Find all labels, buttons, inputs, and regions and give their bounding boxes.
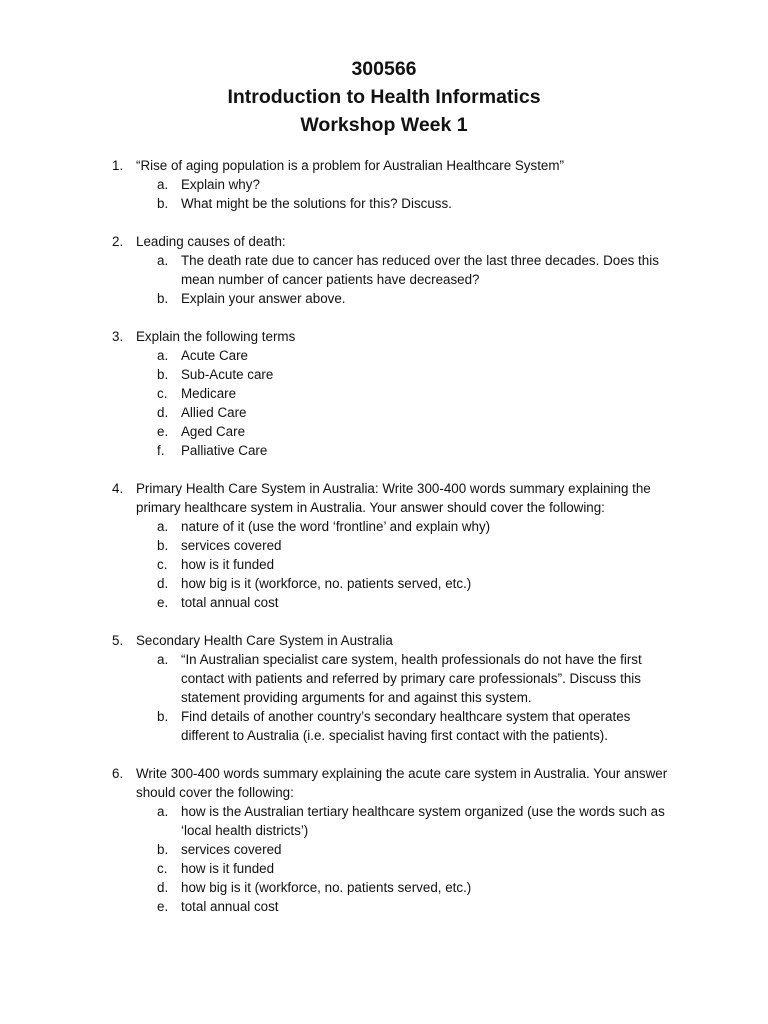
- sub-question-letter: e.: [157, 595, 169, 610]
- workshop-title: Workshop Week 1: [300, 114, 468, 136]
- sub-question-letter: b.: [157, 709, 169, 724]
- sub-question-text: The death rate due to cancer has reduced over the last three decades. Does this mean number of cancer patients have decreased?: [181, 253, 659, 287]
- question-text: Primary Health Care System in Australia: Write 300-400 words summary explaining the primary healthcare system in Australia. Your answer should cover the following:: [136, 481, 651, 515]
- sub-question-text: Find details of another country’s secondary healthcare system that operates different to Australia (i.e. specialist having first contact with the patients).: [181, 709, 631, 743]
- sub-question-letter: a.: [157, 177, 169, 192]
- sub-question-text: how is it funded: [181, 861, 275, 876]
- question-item: [0, 232, 768, 308]
- sub-question-list: [0, 517, 768, 612]
- question-list: [0, 156, 768, 935]
- sub-question-item: [0, 840, 768, 859]
- question-item: [0, 327, 768, 460]
- sub-question-item: [0, 346, 768, 365]
- sub-question-item: [0, 859, 768, 878]
- sub-question-text: total annual cost: [181, 899, 279, 914]
- sub-question-item: [0, 422, 768, 441]
- sub-question-item: [0, 802, 768, 840]
- sub-question-text: “In Australian specialist care system, health professionals do not have the first contact with patients and referred by primary care professionals”. Discuss this statement providing arguments for and against this system.: [181, 652, 642, 705]
- sub-question-text: What might be the solutions for this? Discuss.: [181, 196, 452, 211]
- sub-question-item: [0, 403, 768, 422]
- sub-question-letter: a.: [157, 348, 169, 363]
- sub-question-text: how big is it (workforce, no. patients served, etc.): [181, 576, 472, 591]
- sub-question-letter: a.: [157, 519, 169, 534]
- sub-question-letter: d.: [157, 405, 169, 420]
- sub-question-list: [0, 802, 768, 916]
- sub-question-item: [0, 707, 768, 745]
- sub-question-text: Allied Care: [181, 405, 247, 420]
- sub-question-text: Explain why?: [181, 177, 260, 192]
- sub-question-text: Acute Care: [181, 348, 248, 363]
- question-number: 4.: [112, 481, 124, 496]
- sub-question-item: [0, 593, 768, 612]
- sub-question-text: Palliative Care: [181, 443, 268, 458]
- question-number: 1.: [112, 158, 124, 173]
- document-header: [0, 55, 768, 139]
- sub-question-letter: c.: [157, 557, 168, 572]
- sub-question-text: total annual cost: [181, 595, 279, 610]
- question-text: Explain the following terms: [136, 329, 296, 344]
- sub-question-item: [0, 384, 768, 403]
- sub-question-letter: d.: [157, 880, 169, 895]
- sub-question-text: how big is it (workforce, no. patients served, etc.): [181, 880, 472, 895]
- sub-question-letter: e.: [157, 424, 169, 439]
- course-title: Introduction to Health Informatics: [227, 86, 541, 108]
- question-item: [0, 631, 768, 745]
- sub-question-text: Aged Care: [181, 424, 246, 439]
- sub-question-letter: a.: [157, 652, 169, 667]
- sub-question-letter: b.: [157, 196, 169, 211]
- sub-question-text: Explain your answer above.: [181, 291, 346, 306]
- sub-question-letter: c.: [157, 386, 168, 401]
- sub-question-item: [0, 897, 768, 916]
- sub-question-text: services covered: [181, 538, 282, 553]
- sub-question-item: [0, 194, 768, 213]
- sub-question-list: [0, 346, 768, 460]
- sub-question-text: how is it funded: [181, 557, 275, 572]
- sub-question-text: nature of it (use the word ‘frontline’ and explain why): [181, 519, 491, 534]
- question-item: [0, 764, 768, 916]
- sub-question-text: services covered: [181, 842, 282, 857]
- sub-question-item: [0, 175, 768, 194]
- question-text: Write 300-400 words summary explaining the acute care system in Australia. Your answer should cover the following:: [136, 766, 668, 800]
- question-item: [0, 156, 768, 213]
- sub-question-letter: e.: [157, 899, 169, 914]
- sub-question-item: [0, 574, 768, 593]
- sub-question-list: [0, 175, 768, 213]
- sub-question-item: [0, 878, 768, 897]
- sub-question-item: [0, 650, 768, 707]
- question-item: [0, 479, 768, 612]
- sub-question-item: [0, 365, 768, 384]
- question-text: “Rise of aging population is a problem for Australian Healthcare System”: [136, 158, 564, 173]
- question-text: Leading causes of death:: [136, 234, 286, 249]
- sub-question-item: [0, 536, 768, 555]
- course-code: 300566: [351, 58, 417, 80]
- question-number: 3.: [112, 329, 124, 344]
- sub-question-letter: b.: [157, 842, 169, 857]
- sub-question-text: how is the Australian tertiary healthcare system organized (use the words such as ‘local health districts’): [181, 804, 665, 838]
- sub-question-list: [0, 650, 768, 745]
- sub-question-letter: d.: [157, 576, 169, 591]
- question-number: 5.: [112, 633, 124, 648]
- question-number: 6.: [112, 766, 124, 781]
- sub-question-letter: f.: [157, 443, 165, 458]
- question-text: Secondary Health Care System in Australia: [136, 633, 393, 648]
- sub-question-item: [0, 441, 768, 460]
- sub-question-letter: b.: [157, 538, 169, 553]
- sub-question-item: [0, 289, 768, 308]
- sub-question-letter: b.: [157, 291, 169, 306]
- question-number: 2.: [112, 234, 124, 249]
- sub-question-letter: c.: [157, 861, 168, 876]
- sub-question-item: [0, 555, 768, 574]
- sub-question-list: [0, 251, 768, 308]
- sub-question-letter: a.: [157, 804, 169, 819]
- sub-question-text: Sub-Acute care: [181, 367, 274, 382]
- sub-question-item: [0, 517, 768, 536]
- sub-question-item: [0, 251, 768, 289]
- sub-question-letter: b.: [157, 367, 169, 382]
- sub-question-text: Medicare: [181, 386, 237, 401]
- sub-question-letter: a.: [157, 253, 169, 268]
